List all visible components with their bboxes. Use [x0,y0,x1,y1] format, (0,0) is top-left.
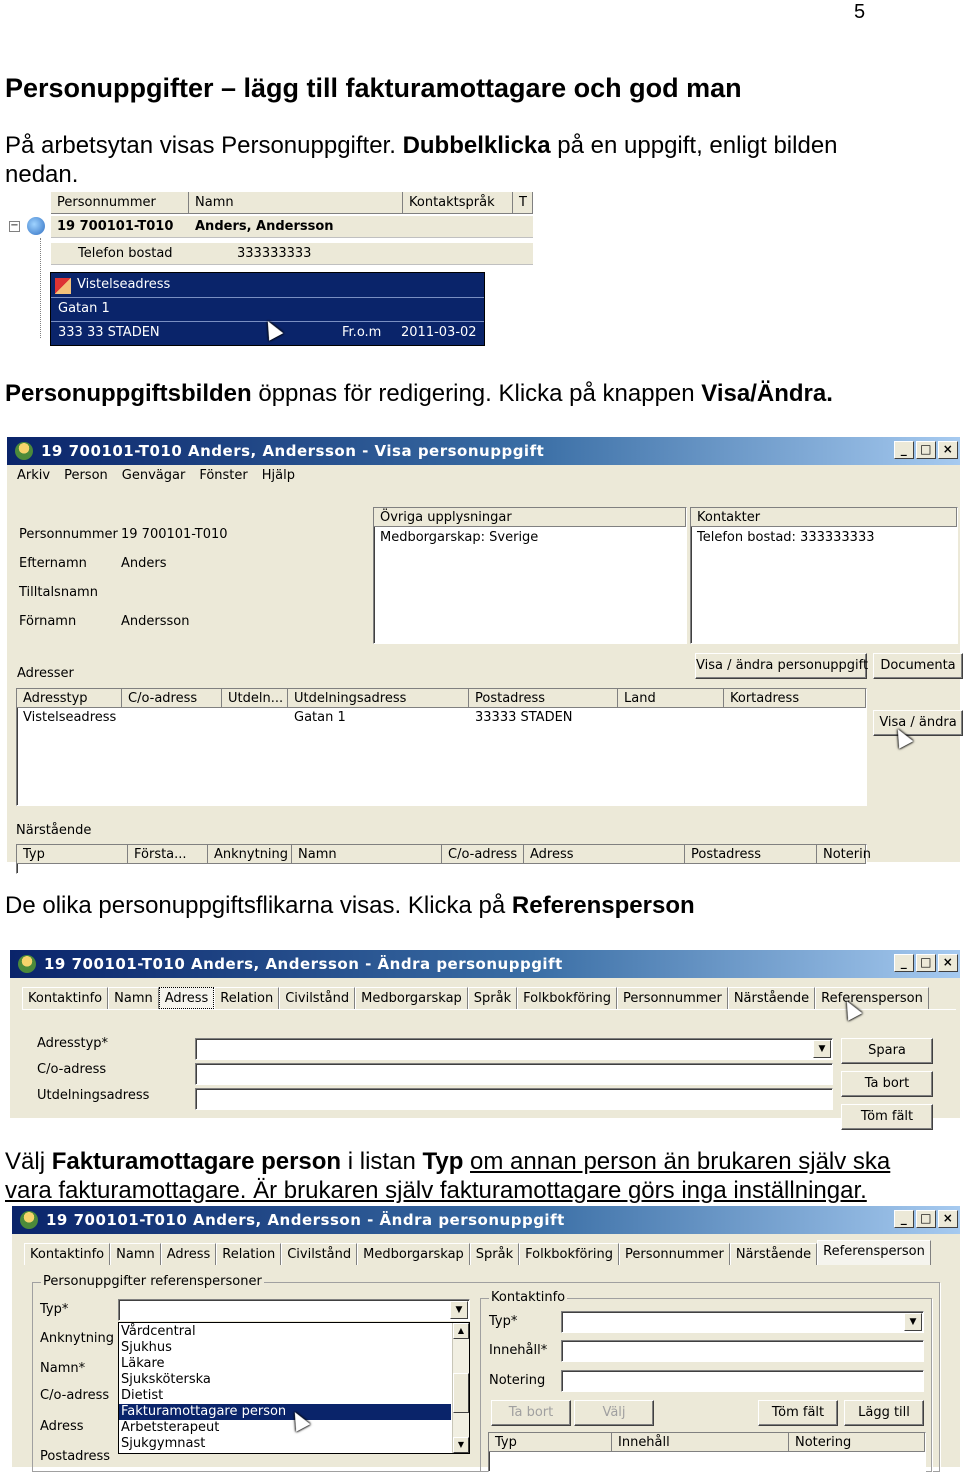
para3-bold: Referensperson [511,892,695,919]
cell-adresstyp: Vistelseadress [23,710,117,725]
tab-narstaende[interactable]: Närstående [728,987,815,1009]
table-row[interactable] [17,709,866,727]
valj-button[interactable]: Välj [574,1400,654,1426]
label-adress: Adress [40,1419,84,1434]
paragraph-2 [5,379,833,408]
maximize-button[interactable]: □ [916,1210,936,1228]
menu-arkiv[interactable]: Arkiv [17,468,51,483]
tab-bar [24,1243,931,1265]
para1-bold-dubbelklicka: Dubbelklicka [402,132,551,159]
innehall-input[interactable] [561,1340,924,1362]
close-button[interactable]: × [938,441,958,459]
label-co-adress: C/o-adress [40,1388,110,1403]
label-typ: Typ* [40,1302,69,1317]
tab-kontaktinfo[interactable]: Kontaktinfo [24,1243,110,1265]
menu-person[interactable]: Person [64,468,108,483]
option-dietist[interactable]: Dietist [121,1388,164,1403]
tab-sprak[interactable]: Språk [470,1243,519,1265]
tree-line [40,238,41,338]
row-phone-value: 333333333 [237,246,312,261]
cell-utdelningsadress: Gatan 1 [294,710,346,725]
typ-dropdown-list [118,1322,470,1454]
row-phone[interactable] [51,243,533,265]
tab-panel-divider [22,1009,956,1010]
screenshot-referensperson [12,1206,960,1467]
para4-bold-typ: Typ [422,1148,464,1175]
tab-namn[interactable]: Namn [110,1243,161,1265]
menu-genvagar[interactable]: Genvägar [121,468,186,483]
col-adresstyp[interactable]: Adresstyp [17,689,122,708]
scroll-down-icon[interactable]: ▼ [453,1437,469,1453]
col-co-adress[interactable]: C/o-adress [122,689,222,708]
col-namn[interactable]: Namn [189,192,403,214]
adresstyp-dropdown[interactable] [195,1038,833,1060]
paragraph-4-line2: vara fakturamottagare. Är brukaren själv fakturamottagare görs inga inställningar. [5,1177,867,1204]
address-from-date: 2011-03-02 [401,325,477,340]
option-sjukhus[interactable]: Sjukhus [121,1340,172,1355]
col-utdelningsadress[interactable]: Utdelningsadress [288,689,469,708]
close-button[interactable]: × [938,1210,958,1228]
col-innehall[interactable]: Innehåll [612,1433,789,1452]
cell-postadress: 33333 STADEN [475,710,573,725]
option-lakare[interactable]: Läkare [121,1356,165,1371]
scroll-thumb[interactable] [453,1373,469,1413]
address-table [16,688,867,806]
col-t[interactable]: T [513,192,533,214]
para1-text-c: på en uppgift, enligt bilden [550,132,838,159]
list-scrollbar[interactable] [452,1323,469,1453]
tab-folkbokforing[interactable]: Folkbokföring [517,987,617,1009]
tab-folkbokforing[interactable]: Folkbokföring [519,1243,619,1265]
address-divider [51,297,484,298]
utdelningsadress-input[interactable] [195,1088,833,1110]
label-namn: Namn* [40,1361,86,1376]
scroll-up-icon[interactable]: ▲ [453,1323,469,1339]
window-title: 19 700101-T010 Anders, Andersson - Visa personuppgift [41,442,545,460]
col-personnummer[interactable]: Personnummer [51,192,189,214]
page-number: 5 [854,1,866,23]
col-land[interactable]: Land [618,689,724,708]
label-innehall: Innehåll* [489,1343,548,1358]
label-postadress: Postadress [40,1449,111,1464]
window-titlebar [12,1206,960,1234]
tab-personnummer[interactable]: Personnummer [617,987,728,1009]
label-tilltalsnamn: Tilltalsnamn [19,585,98,600]
para4-underlined: om annan person än brukaren själv ska [470,1148,891,1175]
tab-adress[interactable]: Adress [161,1243,217,1265]
notering-input[interactable] [561,1370,924,1392]
ta-bort-button[interactable]: Ta bort [491,1400,571,1426]
tab-namn[interactable]: Namn [108,987,159,1009]
para3-text: De olika personuppgiftsflikarna visas. Klicka på [5,892,512,919]
paragraph-4 [5,1147,890,1176]
option-sjukgymnast[interactable]: Sjukgymnast [121,1436,206,1451]
tab-narstaende[interactable]: Närstående [730,1243,817,1265]
tab-medborgarskap[interactable]: Medborgarskap [357,1243,470,1265]
tab-kontaktinfo[interactable]: Kontaktinfo [22,987,108,1009]
col-kortadress[interactable]: Kortadress [724,689,866,708]
para2-bold: Personuppgiftsbilden [5,380,252,407]
label-fornamn: Förnamn [19,614,77,629]
group-label-kontaktinfo: Kontaktinfo [491,1290,566,1305]
tab-relation[interactable]: Relation [216,1243,281,1265]
window-titlebar [10,950,960,978]
co-adress-input[interactable] [195,1063,833,1085]
documenta-button[interactable]: Documenta [873,653,963,679]
label-kontakt-typ: Typ* [489,1314,518,1329]
col-postadress[interactable]: Postadress [685,845,817,864]
value-fornamn: Andersson [121,614,190,629]
label-efternamn: Efternamn [19,556,87,571]
person-icon [20,1211,38,1229]
value-telefon: Telefon bostad: 333333333 [697,530,875,545]
para4-text-c: i listan [341,1148,423,1175]
minimize-button[interactable]: _ [894,441,914,459]
tab-referensperson[interactable]: Referensperson [815,987,929,1009]
panel-kontakter [690,507,958,644]
maximize-button[interactable]: □ [916,441,936,459]
visa-andra-button[interactable]: Visa / ändra [873,710,963,736]
house-icon [55,278,71,294]
paragraph-1-line2: nedan. [5,161,79,188]
para1-text-a: På arbetsytan visas Personuppgifter. [5,132,403,159]
chevron-down-icon[interactable]: ▼ [450,1301,468,1319]
lagg-till-button[interactable]: Lägg till [844,1400,924,1426]
chevron-down-icon[interactable]: ▼ [904,1313,922,1331]
contact-table [488,1432,926,1472]
tab-sprak[interactable]: Språk [468,987,517,1009]
option-sjukskoterska[interactable]: Sjuksköterska [121,1372,211,1387]
relatives-table [16,844,871,874]
window-titlebar [7,437,960,465]
tab-relation[interactable]: Relation [214,987,279,1009]
paragraph-1 [5,131,838,160]
menu-bar [7,465,960,487]
col-utdeln[interactable]: Utdeln... [222,689,288,708]
group-label-referenspersoner: Personuppgifter referenspersoner [43,1274,262,1289]
paragraph-3 [5,891,695,920]
ta-bort-button[interactable]: Ta bort [841,1071,933,1097]
screenshot-andra-personuppgift-tabs [10,950,960,1124]
para2-text: öppnas för redigering. Klicka på knappen [251,380,702,407]
kontakt-typ-dropdown[interactable] [561,1311,924,1333]
header-ovriga: Övriga upplysningar [374,508,686,527]
option-vardcentral[interactable]: Vårdcentral [121,1324,196,1339]
row-person[interactable] [51,216,533,238]
label-notering: Notering [489,1373,546,1388]
para4-bold-fakturamottagare: Fakturamottagare person [51,1148,342,1175]
expand-toggle-icon[interactable]: − [10,220,19,231]
spara-button[interactable]: Spara [841,1038,933,1064]
col-forsta[interactable]: Första... [128,845,208,864]
maximize-button[interactable]: □ [916,954,936,972]
minimize-button[interactable]: _ [894,954,914,972]
label-personnummer: Personnummer [19,527,118,542]
row-phone-label: Telefon bostad [78,246,173,261]
label-adresser: Adresser [17,666,74,681]
row-person-pnr: 19 700101-T010 [57,219,174,234]
col-co-adress[interactable]: C/o-adress [442,845,524,864]
col-anknytning[interactable]: Anknytning [208,845,292,864]
label-anknytning: Anknytning [40,1331,115,1346]
tom-falt-button[interactable]: Töm fält [841,1104,933,1130]
col-postadress[interactable]: Postadress [469,689,618,708]
window-title: 19 700101-T010 Anders, Andersson - Ändra personuppgift [44,955,563,973]
value-efternamn: Anders [121,556,167,571]
tab-bar [22,987,929,1009]
screenshot-person-tree [5,190,533,347]
label-narstaende: Närstående [16,823,92,838]
menu-fonster[interactable]: Fönster [199,468,248,483]
panel-ovriga-upplysningar [373,507,687,644]
window-title: 19 700101-T010 Anders, Andersson - Ändra personuppgift [46,1211,565,1229]
tab-civilstand[interactable]: Civilstånd [281,1243,357,1265]
chevron-down-icon[interactable]: ▼ [813,1040,831,1058]
screenshot-visa-personuppgift [7,437,960,862]
tree-header [51,192,533,214]
col-namn[interactable]: Namn [292,845,442,864]
tab-adress[interactable]: Adress [159,987,215,1009]
para2-bold-visa: Visa/Ändra. [701,380,833,407]
para4-text-a: Välj [5,1148,52,1175]
section-heading: Personuppgifter – lägg till fakturamottagare och god man [5,73,742,103]
visa-andra-personuppgift-button[interactable]: Visa / ändra personuppgift [695,653,867,679]
person-icon [18,955,36,973]
menu-hjalp[interactable]: Hjälp [261,468,295,483]
tab-personnummer[interactable]: Personnummer [619,1243,730,1265]
value-personnummer: 19 700101-T010 [121,527,228,542]
tom-falt-button[interactable]: Töm fält [758,1400,838,1426]
address-from-label: Fr.o.m [342,325,382,340]
globe-icon [27,217,45,235]
address-street: Gatan 1 [58,301,110,316]
row-person-name: Anders, Andersson [195,219,334,234]
col-kontaktsprak[interactable]: Kontaktspråk [403,192,513,214]
tab-referensperson[interactable]: Referensperson [817,1240,931,1265]
col-typ[interactable]: Typ [17,845,128,864]
value-medborgarskap: Medborgarskap: Sverige [380,530,539,545]
tab-civilstand[interactable]: Civilstånd [279,987,355,1009]
col-notering[interactable]: Noterin [817,845,866,864]
col-notering[interactable]: Notering [789,1433,925,1452]
minimize-button[interactable]: _ [894,1210,914,1228]
tab-medborgarskap[interactable]: Medborgarskap [355,987,468,1009]
typ-dropdown[interactable] [118,1299,470,1321]
option-arbetsterapeut[interactable]: Arbetsterapeut [121,1420,220,1435]
option-fakturamottagare-person[interactable]: Fakturamottagare person [119,1404,451,1420]
label-adresstyp: Adresstyp* [37,1036,109,1051]
person-icon [15,442,33,460]
header-kontakter: Kontakter [691,508,957,527]
col-adress[interactable]: Adress [524,845,685,864]
label-utdelningsadress: Utdelningsadress [37,1088,150,1103]
close-button[interactable]: × [938,954,958,972]
col-typ[interactable]: Typ [489,1433,612,1452]
label-co-adress: C/o-adress [37,1062,107,1077]
address-title: Vistelseadress [77,277,171,292]
address-city: 333 33 STADEN [58,325,160,340]
